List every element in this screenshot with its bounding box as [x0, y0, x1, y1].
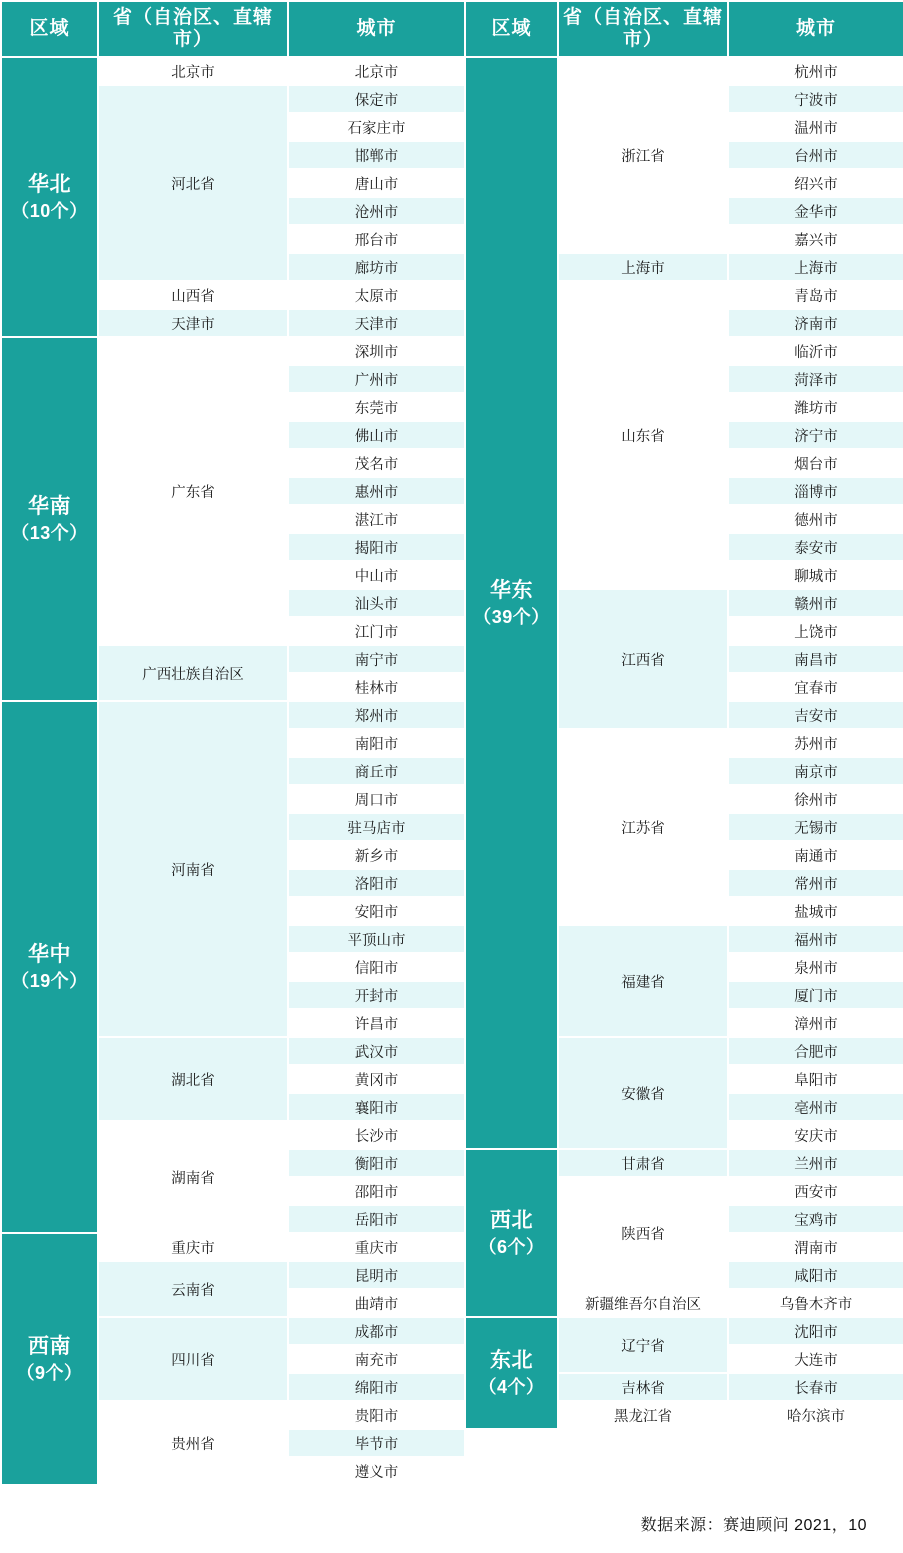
city-cell: 太原市	[288, 281, 465, 309]
city-cell: 绍兴市	[728, 169, 903, 197]
city-cell: 岳阳市	[288, 1205, 465, 1233]
header-region-right: 区域	[465, 1, 558, 57]
city-cell: 襄阳市	[288, 1093, 465, 1121]
city-cell: 开封市	[288, 981, 465, 1009]
city-cell: 邵阳市	[288, 1177, 465, 1205]
city-cell: 福州市	[728, 925, 903, 953]
table-row	[1, 85, 903, 113]
city-cell: 揭阳市	[288, 533, 465, 561]
table-row	[1, 57, 903, 85]
province-cell: 山西省	[98, 281, 288, 309]
city-cell: 安阳市	[288, 897, 465, 925]
city-cell: 广州市	[288, 365, 465, 393]
province-cell: 河北省	[98, 85, 288, 281]
province-cell: 安徽省	[558, 1037, 728, 1149]
empty-cell	[465, 1429, 903, 1457]
city-cell: 深圳市	[288, 337, 465, 365]
province-cell: 浙江省	[558, 57, 728, 253]
city-cell: 上海市	[728, 253, 903, 281]
table-row	[1, 281, 903, 309]
region-name: 西南	[28, 1334, 71, 1358]
city-cell: 嘉兴市	[728, 225, 903, 253]
city-cell: 杭州市	[728, 57, 903, 85]
city-cell: 盐城市	[728, 897, 903, 925]
province-cell: 辽宁省	[558, 1317, 728, 1373]
empty-cell	[465, 1457, 903, 1485]
city-cell: 商丘市	[288, 757, 465, 785]
city-cell: 乌鲁木齐市	[728, 1289, 903, 1317]
city-cell: 沧州市	[288, 197, 465, 225]
city-cell: 廊坊市	[288, 253, 465, 281]
city-cell: 漳州市	[728, 1009, 903, 1037]
province-cell: 河南省	[98, 701, 288, 1037]
city-cell: 长沙市	[288, 1121, 465, 1149]
province-cell: 湖北省	[98, 1037, 288, 1121]
header-region-left: 区域	[1, 1, 98, 57]
city-cell: 德州市	[728, 505, 903, 533]
province-cell: 四川省	[98, 1317, 288, 1401]
city-cell: 毕节市	[288, 1429, 465, 1457]
province-cell: 吉林省	[558, 1373, 728, 1401]
city-cell: 吉安市	[728, 701, 903, 729]
region-count: （19个）	[11, 971, 88, 992]
header-province-right: 省（自治区、直辖市）	[558, 1, 728, 57]
city-cell: 曲靖市	[288, 1289, 465, 1317]
table-row	[1, 645, 903, 673]
city-cell: 洛阳市	[288, 869, 465, 897]
province-cell: 山东省	[558, 281, 728, 589]
city-cell: 湛江市	[288, 505, 465, 533]
city-cell: 北京市	[288, 57, 465, 85]
city-cell: 合肥市	[728, 1037, 903, 1065]
region-cell	[1, 337, 98, 701]
city-cell: 东莞市	[288, 393, 465, 421]
table-row	[1, 337, 903, 365]
region-cell	[1, 1233, 98, 1485]
city-cell: 遵义市	[288, 1457, 465, 1485]
city-cell: 台州市	[728, 141, 903, 169]
city-cell: 金华市	[728, 197, 903, 225]
province-cell: 湖南省	[98, 1121, 288, 1233]
city-cell: 南通市	[728, 841, 903, 869]
city-cell: 惠州市	[288, 477, 465, 505]
city-cell: 泉州市	[728, 953, 903, 981]
region-name: 华北	[28, 172, 71, 196]
city-cell: 西安市	[728, 1177, 903, 1205]
city-cell: 江门市	[288, 617, 465, 645]
city-cell: 安庆市	[728, 1121, 903, 1149]
city-cell: 汕头市	[288, 589, 465, 617]
city-cell: 保定市	[288, 85, 465, 113]
city-cell: 黄冈市	[288, 1065, 465, 1093]
city-cell: 重庆市	[288, 1233, 465, 1261]
city-cell: 周口市	[288, 785, 465, 813]
city-cell: 临沂市	[728, 337, 903, 365]
city-cell: 温州市	[728, 113, 903, 141]
region-count: （4个）	[478, 1377, 545, 1398]
province-cell: 上海市	[558, 253, 728, 281]
province-cell: 云南省	[98, 1261, 288, 1317]
region-name: 华中	[28, 942, 71, 966]
table-row	[1, 309, 903, 337]
table-row	[1, 1401, 903, 1429]
city-cell: 亳州市	[728, 1093, 903, 1121]
city-cell: 成都市	[288, 1317, 465, 1345]
region-name: 华东	[490, 578, 533, 602]
region-count: （10个）	[11, 201, 88, 222]
region-name: 华南	[28, 494, 71, 518]
table-row	[1, 701, 903, 729]
city-cell: 无锡市	[728, 813, 903, 841]
province-cell: 广东省	[98, 337, 288, 645]
city-cell: 苏州市	[728, 729, 903, 757]
city-cell: 烟台市	[728, 449, 903, 477]
table-row	[1, 1037, 903, 1065]
region-cell	[1, 57, 98, 337]
city-cell: 贵阳市	[288, 1401, 465, 1429]
city-cell: 哈尔滨市	[728, 1401, 903, 1429]
province-cell: 黑龙江省	[558, 1401, 728, 1429]
table-row	[1, 1261, 903, 1289]
table-row	[1, 1317, 903, 1345]
city-cell: 南宁市	[288, 645, 465, 673]
city-cell: 邯郸市	[288, 141, 465, 169]
city-cell: 新乡市	[288, 841, 465, 869]
city-cell: 中山市	[288, 561, 465, 589]
city-cell: 绵阳市	[288, 1373, 465, 1401]
city-cell: 沈阳市	[728, 1317, 903, 1345]
city-cell: 常州市	[728, 869, 903, 897]
region-name: 东北	[490, 1348, 533, 1372]
city-cell: 咸阳市	[728, 1261, 903, 1289]
region-cell	[465, 1149, 558, 1317]
city-cell: 徐州市	[728, 785, 903, 813]
city-cell: 桂林市	[288, 673, 465, 701]
city-cell: 大连市	[728, 1345, 903, 1373]
province-cell: 新疆维吾尔自治区	[558, 1289, 728, 1317]
city-cell: 衡阳市	[288, 1149, 465, 1177]
city-cell: 南充市	[288, 1345, 465, 1373]
city-cell: 菏泽市	[728, 365, 903, 393]
table-header-row	[1, 1, 903, 57]
province-cell: 江西省	[558, 589, 728, 729]
city-cell: 青岛市	[728, 281, 903, 309]
header-city-right: 城市	[728, 1, 903, 57]
city-cell: 茂名市	[288, 449, 465, 477]
city-cell: 长春市	[728, 1373, 903, 1401]
city-cell: 唐山市	[288, 169, 465, 197]
city-cell: 渭南市	[728, 1233, 903, 1261]
city-cell: 武汉市	[288, 1037, 465, 1065]
city-cell: 潍坊市	[728, 393, 903, 421]
province-cell: 天津市	[98, 309, 288, 337]
table-row	[1, 1121, 903, 1149]
region-cell	[465, 1317, 558, 1429]
city-cell: 许昌市	[288, 1009, 465, 1037]
city-cell: 阜阳市	[728, 1065, 903, 1093]
region-count: （6个）	[478, 1237, 545, 1258]
city-cell: 宜春市	[728, 673, 903, 701]
region-cell	[465, 57, 558, 1149]
table-body	[1, 57, 903, 1485]
province-cell: 江苏省	[558, 729, 728, 925]
city-cell: 佛山市	[288, 421, 465, 449]
province-cell: 陕西省	[558, 1177, 728, 1289]
province-cell: 贵州省	[98, 1401, 288, 1485]
city-cell: 上饶市	[728, 617, 903, 645]
city-cell: 石家庄市	[288, 113, 465, 141]
city-cell: 南阳市	[288, 729, 465, 757]
region-count: （9个）	[16, 1363, 83, 1384]
region-name: 西北	[490, 1208, 533, 1232]
city-cell: 南京市	[728, 757, 903, 785]
city-cell: 泰安市	[728, 533, 903, 561]
source-note: 数据来源：赛迪顾问 2021，10	[640, 1517, 867, 1534]
city-cell: 驻马店市	[288, 813, 465, 841]
city-cell: 昆明市	[288, 1261, 465, 1289]
province-cell: 广西壮族自治区	[98, 645, 288, 701]
city-cell: 济南市	[728, 309, 903, 337]
region-count: （39个）	[473, 607, 550, 628]
region-count: （13个）	[11, 523, 88, 544]
city-cell: 天津市	[288, 309, 465, 337]
city-cell: 平顶山市	[288, 925, 465, 953]
city-cell: 宝鸡市	[728, 1205, 903, 1233]
city-cell: 宁波市	[728, 85, 903, 113]
province-cell: 甘肃省	[558, 1149, 728, 1177]
city-cell: 信阳市	[288, 953, 465, 981]
city-cell: 兰州市	[728, 1149, 903, 1177]
table-row	[1, 1233, 903, 1261]
province-cell: 福建省	[558, 925, 728, 1037]
city-cell: 南昌市	[728, 645, 903, 673]
city-cell: 聊城市	[728, 561, 903, 589]
city-cell: 邢台市	[288, 225, 465, 253]
city-cell: 郑州市	[288, 701, 465, 729]
city-cell: 厦门市	[728, 981, 903, 1009]
city-cell: 济宁市	[728, 421, 903, 449]
province-cell: 北京市	[98, 57, 288, 85]
province-cell: 重庆市	[98, 1233, 288, 1261]
header-province-left: 省（自治区、直辖市）	[98, 1, 288, 57]
city-cell: 赣州市	[728, 589, 903, 617]
city-cell: 淄博市	[728, 477, 903, 505]
region-cell	[1, 701, 98, 1233]
header-city-left: 城市	[288, 1, 465, 57]
